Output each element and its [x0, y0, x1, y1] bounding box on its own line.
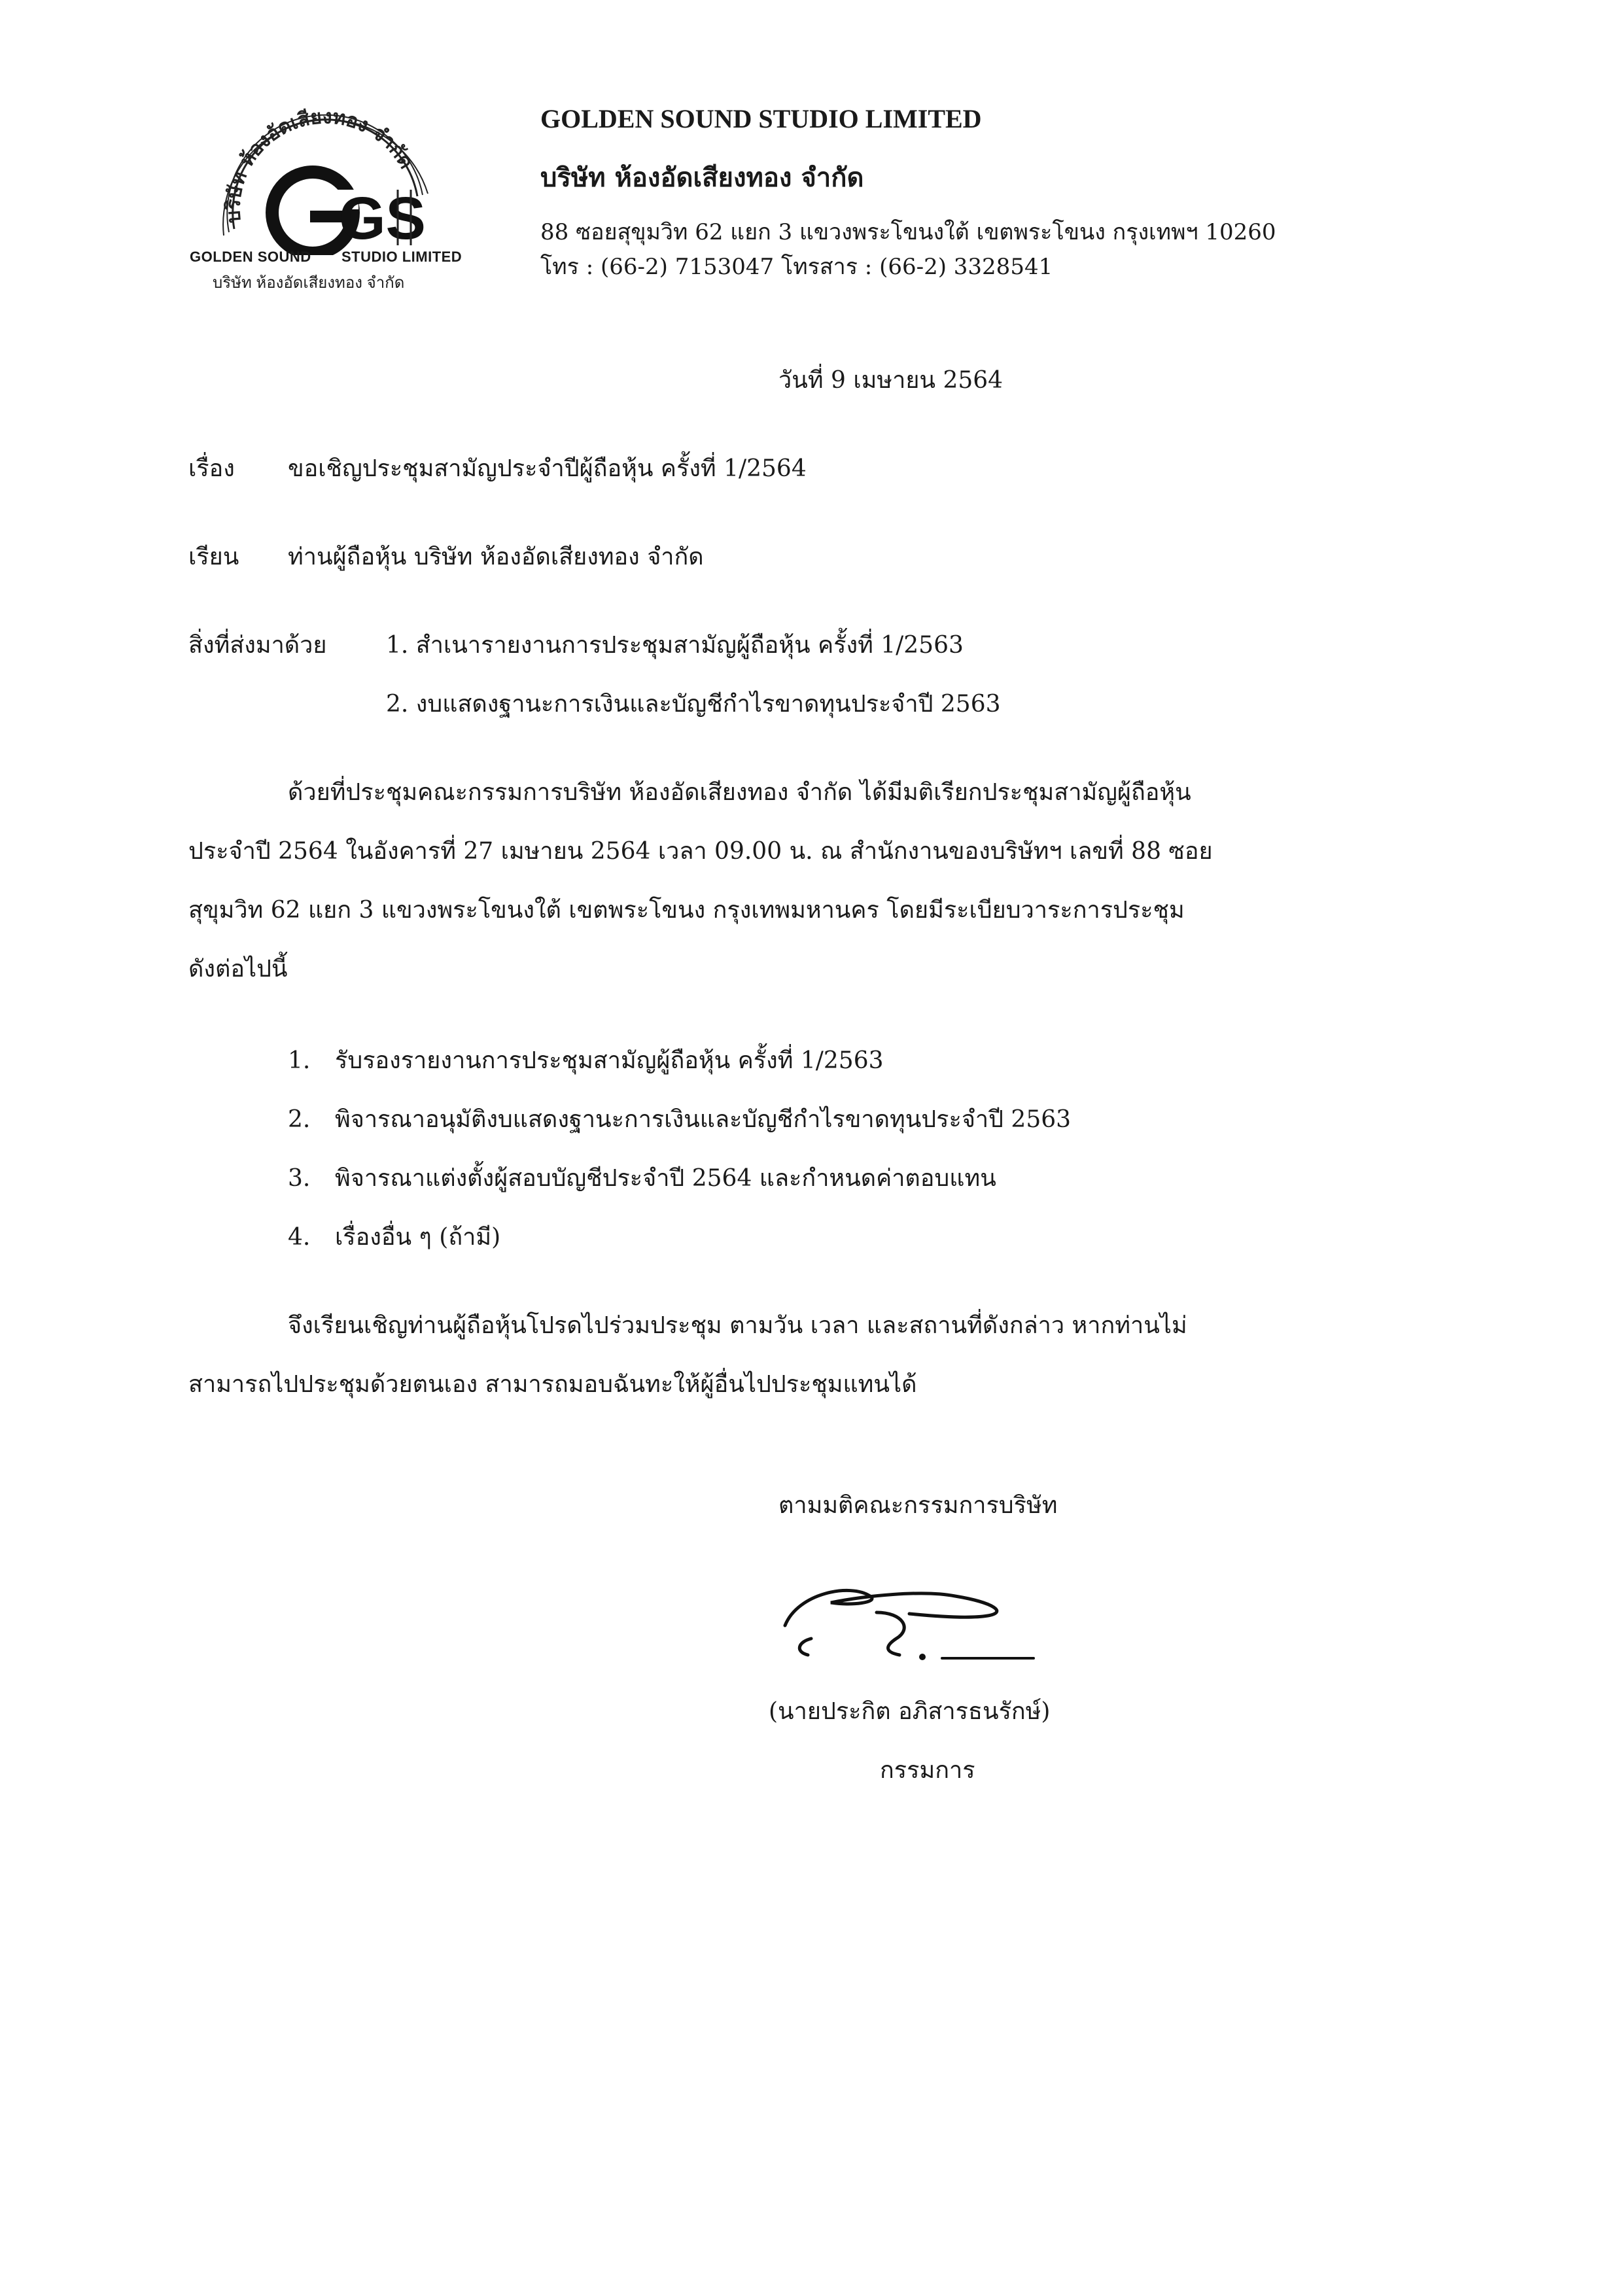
agenda-number: 3. [288, 1165, 311, 1192]
signer-name: (นายประกิต อภิสารธนรักษ์) [769, 1698, 1051, 1725]
agenda-item: รับรองรายงานการประชุมสามัญผู้ถือหุ้น ครั้งที่ 1/2563 [335, 1047, 884, 1074]
body-paragraph-line: สุขุมวิท 62 แยก 3 แขวงพระโขนงใต้ เขตพระโขนง กรุงเทพมหานคร โดยมีระเบียบวาระการประชุม [188, 897, 1185, 924]
body-paragraph-line: จึงเรียนเชิญท่านผู้ถือหุ้นโปรดไปร่วมประชุม ตามวัน เวลา และสถานที่ดังกล่าว หากท่านไม่ [288, 1312, 1187, 1339]
agenda-number: 4. [288, 1224, 311, 1251]
enclosure-item: 1. สำเนารายงานการประชุมสามัญผู้ถือหุ้น ครั้งที่ 1/2563 [386, 632, 964, 659]
subject-text: ขอเชิญประชุมสามัญประจำปีผู้ถือหุ้น ครั้งที่ 1/2564 [288, 455, 807, 482]
agenda-number: 1. [288, 1047, 311, 1074]
subject-label: เรื่อง [188, 455, 235, 482]
letter-date: วันที่ 9 เมษายน 2564 [778, 367, 1003, 394]
body-paragraph-line: สามารถไปประชุมด้วยตนเอง สามารถมอบฉันทะให้ผู้อื่นไปประชุมแทนได้ [188, 1371, 917, 1398]
company-address: 88 ซอยสุขุมวิท 62 แยก 3 แขวงพระโขนงใต้ เขตพระโขนง กรุงเทพฯ 10260 [540, 219, 1276, 245]
body-paragraph-line: ประจำปี 2564 ในอังคารที่ 27 เมษายน 2564 เวลา 09.00 น. ณ สำนักงานของบริษัทฯ เลขที่ 88 ซอย [188, 838, 1213, 865]
logo-caption-en: GOLDEN SOUND STUDIO LIMITED [190, 249, 462, 265]
recipient-label: เรียน [188, 544, 239, 570]
body-paragraph-line: ด้วยที่ประชุมคณะกรรมการบริษัท ห้องอัดเสียงทอง จำกัด ได้มีมติเรียกประชุมสามัญผู้ถือหุ้น [288, 779, 1191, 806]
closing-text: ตามมติคณะกรรมการบริษัท [778, 1492, 1058, 1519]
logo-caption-th: บริษัท ห้องอัดเสียงทอง จำกัด [213, 274, 405, 292]
agenda-item: เรื่องอื่น ๆ (ถ้ามี) [335, 1224, 501, 1251]
agenda-number: 2. [288, 1106, 311, 1133]
company-name-en: GOLDEN SOUND STUDIO LIMITED [540, 104, 982, 133]
agenda-item: พิจารณาอนุมัติงบแสดงฐานะการเงินและบัญชีกำไรขาดทุนประจำปี 2563 [335, 1106, 1072, 1133]
logo-emblem [188, 98, 476, 255]
body-paragraph-line: ดังต่อไปนี้ [188, 956, 288, 983]
company-name-th: บริษัท ห้องอัดเสียงทอง จำกัด [540, 162, 864, 193]
enclosure-item: 2. งบแสดงฐานะการเงินและบัญชีกำไรขาดทุนประจำปี 2563 [386, 691, 1001, 718]
signature [772, 1567, 1060, 1680]
signer-title: กรรมการ [880, 1757, 975, 1784]
company-phone: โทร : (66-2) 7153047 โทรสาร : (66-2) 3328541 [540, 254, 1053, 280]
logo-letters: GS [339, 185, 426, 252]
logo-arc-text: บริษัท ห้องอัดเสียงทอง จำกัด [222, 105, 418, 224]
recipient-text: ท่านผู้ถือหุ้น บริษัท ห้องอัดเสียงทอง จำกัด [288, 544, 704, 570]
agenda-item: พิจารณาแต่งตั้งผู้สอบบัญชีประจำปี 2564 และกำหนดค่าตอบแทน [335, 1165, 996, 1192]
enclosures-label: สิ่งที่ส่งมาด้วย [188, 632, 327, 659]
